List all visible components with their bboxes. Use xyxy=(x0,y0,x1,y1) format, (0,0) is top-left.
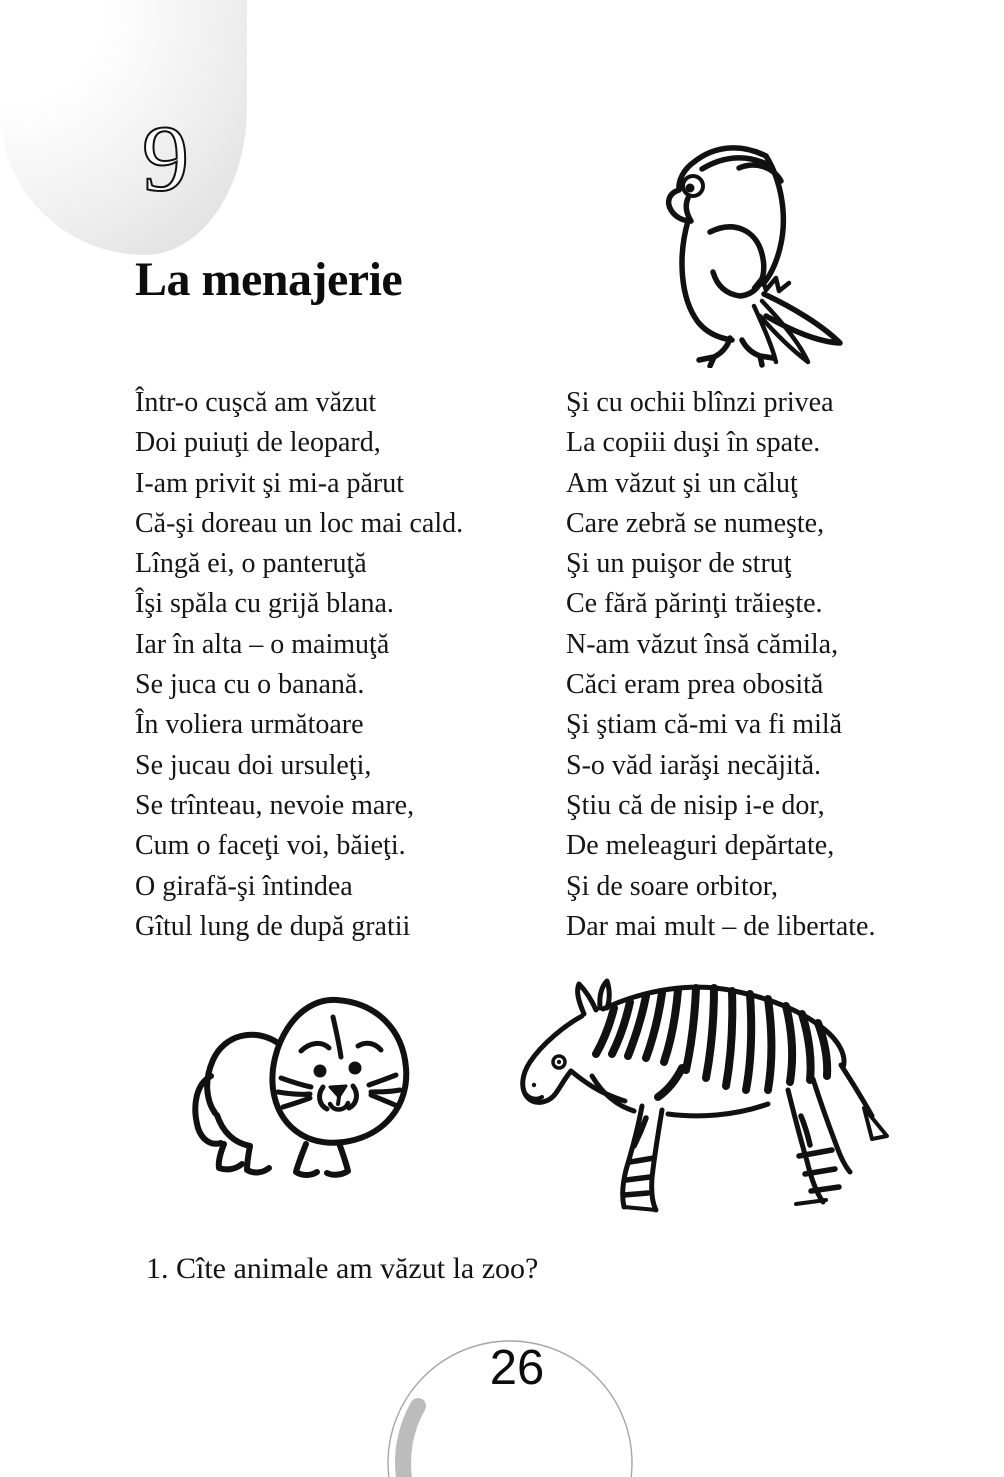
poem-line: O girafă-şi întindea xyxy=(135,870,353,902)
poem-line: Şi ştiam că-mi va fi milă xyxy=(566,709,843,741)
poem-line: Se juca cu o banană. xyxy=(135,669,365,701)
poem-line: La copiii duşi în spate. xyxy=(566,427,821,459)
poem-line: Se trînteau, nevoie mare, xyxy=(135,789,415,821)
poem-line: Şi de soare orbitor, xyxy=(566,870,778,902)
poem-line: Iar în alta – o maimuţă xyxy=(135,628,390,660)
lesson-number xyxy=(128,100,238,210)
poem-line: I-am privit şi mi-a părut xyxy=(135,467,405,499)
zebra-illustration xyxy=(496,966,891,1218)
poem-line: Şi un puişor de struţ xyxy=(566,548,792,580)
poem-line: Care zebră se numeşte, xyxy=(566,507,825,539)
poem-line: De meleaguri depărtate, xyxy=(566,830,835,862)
poem-line: Că-şi doreau un loc mai cald. xyxy=(135,507,464,539)
exercise-question: 1. Cîte animale am văzut la zoo? xyxy=(146,1252,539,1285)
lion-cub-illustration xyxy=(184,986,432,1182)
poem-right-column xyxy=(566,383,875,947)
poem-line: În voliera următoare xyxy=(135,709,364,741)
poem-line: Am văzut şi un căluţ xyxy=(566,467,798,499)
page-title: La menajerie xyxy=(135,253,403,306)
poem-left-column xyxy=(135,383,463,947)
poem-line: N-am văzut însă cămila, xyxy=(566,628,839,660)
poem-line: Căci eram prea obosită xyxy=(566,669,824,701)
parrot-illustration xyxy=(642,136,852,368)
poem-line: Îşi spăla cu grijă blana. xyxy=(135,588,394,620)
poem-line: Ştiu că de nisip i-e dor, xyxy=(566,789,825,821)
lesson-number-text: 9 xyxy=(142,107,189,210)
poem-line: Dar mai mult – de libertate. xyxy=(566,910,876,942)
poem-line: Se jucau doi ursuleţi, xyxy=(135,749,372,781)
poem-line: Lîngă ei, o panteruţă xyxy=(135,548,367,580)
poem-line: Într-o cuşcă am văzut xyxy=(135,387,377,418)
poem-line: Doi puiuţi de leopard, xyxy=(135,427,381,459)
poem-line: Şi cu ochii blînzi privea xyxy=(566,387,834,418)
poem-line: Ce fără părinţi trăieşte. xyxy=(566,588,823,620)
poem-line: Cum o faceţi voi, băieţi. xyxy=(135,830,406,862)
poem-line: S-o văd iarăşi necăjită. xyxy=(566,749,822,781)
page-number: 26 xyxy=(489,1341,545,1395)
poem-line: Gîtul lung de după gratii xyxy=(135,910,411,942)
